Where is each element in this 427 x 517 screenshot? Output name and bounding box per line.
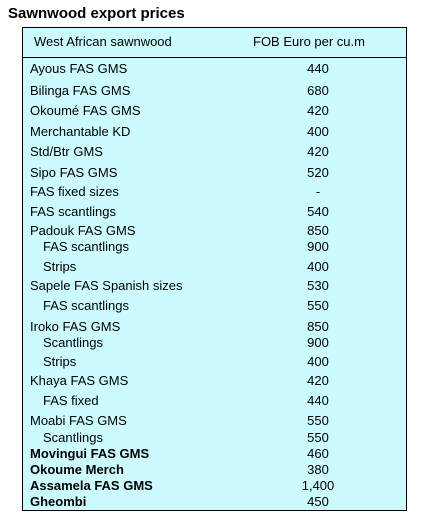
price-value-text: 400 [307, 259, 329, 274]
species-name: Movingui FAS GMS [30, 446, 150, 461]
species-name: Bilinga FAS GMS [30, 83, 131, 98]
species-name: Merchantable KD [30, 124, 131, 139]
species-name: Assamela FAS GMS [30, 478, 153, 493]
species-name: Scantlings [43, 335, 103, 350]
price-value-text: 1,400 [301, 478, 335, 493]
species-name: Moabi FAS GMS [30, 413, 127, 428]
price-value-text: 420 [307, 144, 329, 159]
price-value-text: 850 [307, 319, 329, 334]
price-value-text: 550 [307, 413, 329, 428]
price-value-text: 450 [307, 494, 329, 509]
header-species: West African sawnwood [34, 34, 172, 49]
species-name: Gheombi [30, 494, 87, 509]
species-name: FAS scantlings [43, 239, 129, 254]
species-name: Scantlings [43, 430, 103, 445]
price-value-text: 400 [307, 124, 329, 139]
price-value-text: 550 [307, 298, 329, 313]
species-name: Iroko FAS GMS [30, 319, 121, 334]
species-name: FAS scantlings [43, 298, 129, 313]
species-name: Okoumé FAS GMS [30, 103, 141, 118]
price-value-text: 530 [307, 278, 329, 293]
price-value-text: 440 [307, 393, 329, 408]
price-value-text: 550 [307, 430, 329, 445]
price-value-text: 680 [307, 83, 329, 98]
species-name: Strips [43, 354, 77, 369]
price-value-text: 850 [307, 223, 329, 238]
species-name: Ayous FAS GMS [30, 61, 128, 76]
price-value-text: 460 [307, 446, 329, 461]
price-value-text: 380 [307, 462, 329, 477]
price-table [22, 27, 407, 511]
price-value-text: 900 [307, 335, 329, 350]
species-name: Padouk FAS GMS [30, 223, 136, 238]
price-value-text: - [315, 184, 321, 199]
species-name: FAS fixed sizes [30, 184, 119, 199]
species-name: Khaya FAS GMS [30, 373, 129, 388]
price-value-text: 520 [307, 165, 329, 180]
species-name: FAS fixed [43, 393, 99, 408]
species-name: Okoume Merch [30, 462, 124, 477]
species-name: Sipo FAS GMS [30, 165, 118, 180]
price-value-text: 900 [307, 239, 329, 254]
table-header [23, 28, 406, 58]
page-title: Sawnwood export prices [8, 5, 185, 22]
species-name: Sapele FAS Spanish sizes [30, 278, 183, 293]
price-value-text: 400 [307, 354, 329, 369]
species-name: Std/Btr GMS [30, 144, 103, 159]
price-value-text: 440 [307, 61, 329, 76]
price-value-text: 420 [307, 103, 329, 118]
species-name: Strips [43, 259, 77, 274]
species-name: FAS scantlings [30, 204, 116, 219]
header-price: FOB Euro per cu.m [253, 34, 365, 49]
price-value-text: 420 [307, 373, 329, 388]
price-value-text: 540 [307, 204, 329, 219]
